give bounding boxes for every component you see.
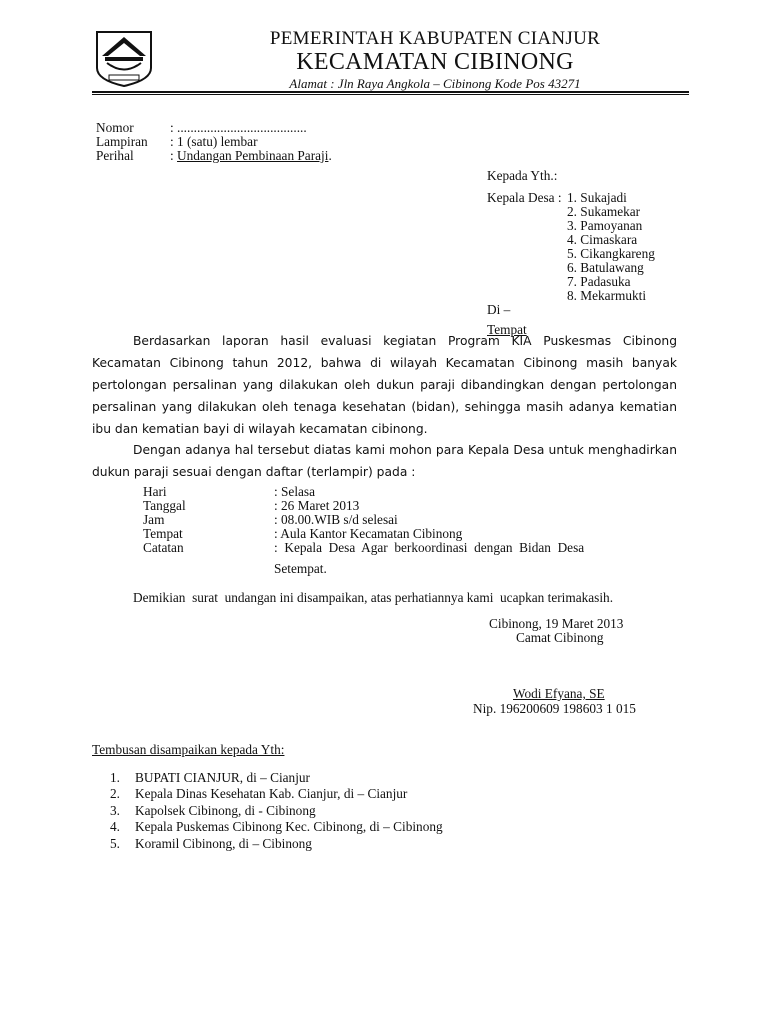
meta-label-nomor: Nomor [96,120,134,135]
village-item: 3. Pamoyanan [567,218,643,233]
meta-label-perihal: Perihal [96,148,134,163]
village-item: 6. Batulawang [567,260,644,275]
detail-value-jam: : 08.00.WIB s/d selesai [274,512,398,527]
closing-sentence: Demikian surat undangan ini disampaikan, atas perhatiannya kami ucapkan terimakasih. [133,590,614,605]
header-district: KECAMATAN CIBINONG [296,49,574,75]
detail-label-catatan: Catatan [143,540,184,555]
list-item: 4. Kepala Puskemas Cibinong Kec. Cibinong, di – Cibinong [110,819,443,835]
detail-value-tempat: : Aula Kantor Kecamatan Cibinong [274,526,463,541]
meta-value-perihal: : Undangan Pembinaan Paraji. [170,148,332,163]
list-item: 5. Koramil Cibinong, di – Cibinong [110,835,312,851]
regency-emblem-logo [93,28,155,88]
body-paragraph-2: Dengan adanya hal tersebut diatas kami mohon para Kepala Desa untuk menghadirkan dukun paraji sesuai dengan daftar (terlampir) pada : [92,443,677,479]
list-item: 2. Kepala Dinas Kesehatan Kab. Cianjur, di – Cianjur [110,786,408,802]
detail-label-jam: Jam [143,512,165,527]
signature-place-date: Cibinong, 19 Maret 2013 [489,616,624,631]
body-paragraph-1: Berdasarkan laporan hasil evaluasi kegiatan Program KIA Puskesmas Cibinong Kecamatan Cibinong tahun 2012, bahwa di wilayah Kecamatan Cibinong masih banyak pertolongan persalinan yang dilakukan oleh dukun paraji dibandingkan dengan pertolongan persalinan yang dilakukan oleh tenaga kesehatan (bidan), sehingga masih adanya kematian ibu dan kematian bayi di wilayah kecamatan cibinong. [92,334,677,436]
list-item: 1. BUPATI CIANJUR, di – Cianjur [110,770,310,785]
village-item: 5. Cikangkareng [567,246,655,261]
meta-value-nomor: : ....................................... [170,120,307,135]
detail-label-tempat: Tempat [143,526,183,541]
signature-name: Wodi Efyana, SE [513,686,605,701]
detail-label-tanggal: Tanggal [143,498,186,513]
village-item: 7. Padasuka [567,274,631,289]
header-rule [92,91,689,93]
village-item: 1. Sukajadi [567,190,627,205]
village-item: 8. Mekarmukti [567,288,647,303]
header-government: PEMERINTAH KABUPATEN CIANJUR [269,28,601,49]
meta-label-lampiran: Lampiran [96,134,148,149]
recipient-prefix: Kepala Desa : [487,190,562,205]
village-item: 4. Cimaskara [567,232,638,247]
cc-title: Tembusan disampaikan kepada Yth: [92,742,285,757]
village-item: 2. Sukamekar [567,204,641,219]
meta-value-lampiran: : 1 (satu) lembar [170,134,258,149]
signature-position: Camat Cibinong [516,630,604,645]
detail-value-catatan: : Kepala Desa Agar berkoordinasi dengan Bidan Desa [274,540,585,555]
cc-list [110,770,443,852]
list-item: 3. Kapolsek Cibinong, di - Cibinong [110,802,316,818]
detail-value-catatan-cont: Setempat. [274,561,327,576]
header-rule-thin [92,94,689,95]
detail-value-hari: : Selasa [274,484,315,499]
recipient-tempat: Tempat [487,322,527,337]
recipient-greeting: Kepada Yth.: [487,168,558,183]
detail-label-hari: Hari [143,484,167,499]
detail-value-tanggal: : 26 Maret 2013 [274,498,360,513]
signature-nip: Nip. 196200609 198603 1 015 [473,701,636,716]
recipient-di: Di – [487,302,511,317]
header-address: Alamat : Jln Raya Angkola – Cibinong Kode Pos 43271 [289,76,581,91]
